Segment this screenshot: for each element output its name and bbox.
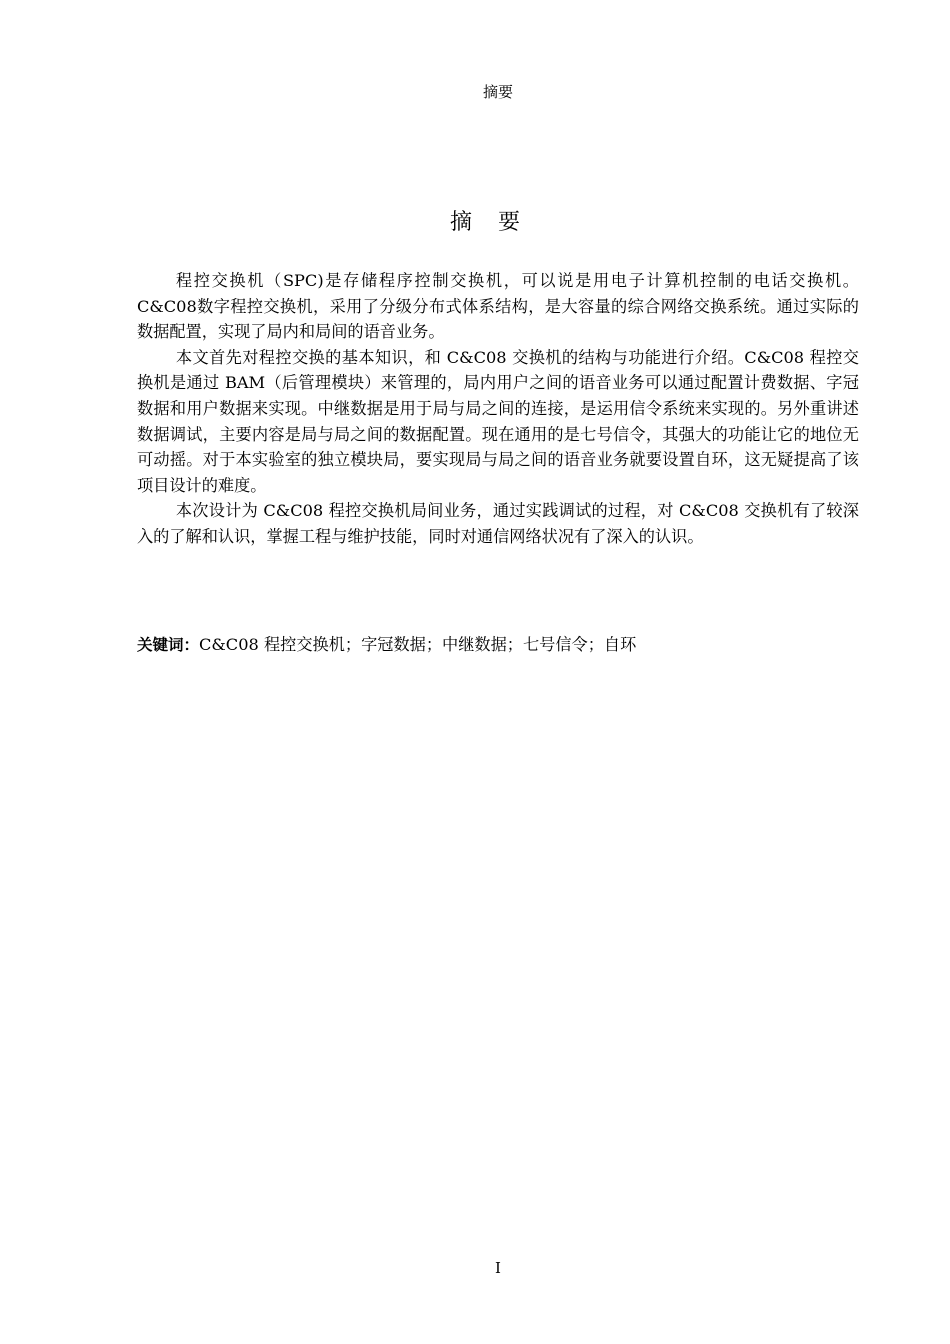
abstract-paragraph-2: 本文首先对程控交换的基本知识，和 C&C08 交换机的结构与功能进行介绍。C&C08 程控交换机是通过 BAM（后管理模块）来管理的，局内用户之间的语音业务可以通过配置计费数据、字冠数据和用户数据来实现。中继数据是用于局与局之间的连接，是运用信令系统来实现的。另外重讲述数据调试，主要内容是局与局之间的数据配置。现在通用的是七号信令，其强大的功能让它的地位无可动摇。对于本实验室的独立模块局，要实现局与局之间的语音业务就要设置自环，这无疑提高了该项目设计的难度。 xyxy=(137,347,859,495)
abstract-body xyxy=(137,268,859,550)
page-number: I xyxy=(495,1259,501,1277)
keywords-line xyxy=(137,632,859,658)
page-title: 摘要 xyxy=(449,210,546,235)
abstract-paragraph-3: 本次设计为 C&C08 程控交换机局间业务，通过实践调试的过程，对 C&C08 交换机有了较深入的了解和认识，掌握工程与维护技能，同时对通信网络状况有了深入的认识。 xyxy=(137,501,859,546)
running-header: 摘要 xyxy=(482,83,513,101)
abstract-paragraph-1: 程控交换机（SPC)是存储程序控制交换机，可以说是用电子计算机控制的电话交换机。C&C08数字程控交换机，采用了分级分布式体系结构，是大容量的综合网络交换系统。通过实际的数据配置，实现了局内和局间的语音业务。 xyxy=(137,271,859,342)
keywords-label: 关键词： xyxy=(137,636,200,654)
keywords-text: C&C08 程控交换机；字冠数据；中继数据；七号信令；自环 xyxy=(199,635,637,654)
